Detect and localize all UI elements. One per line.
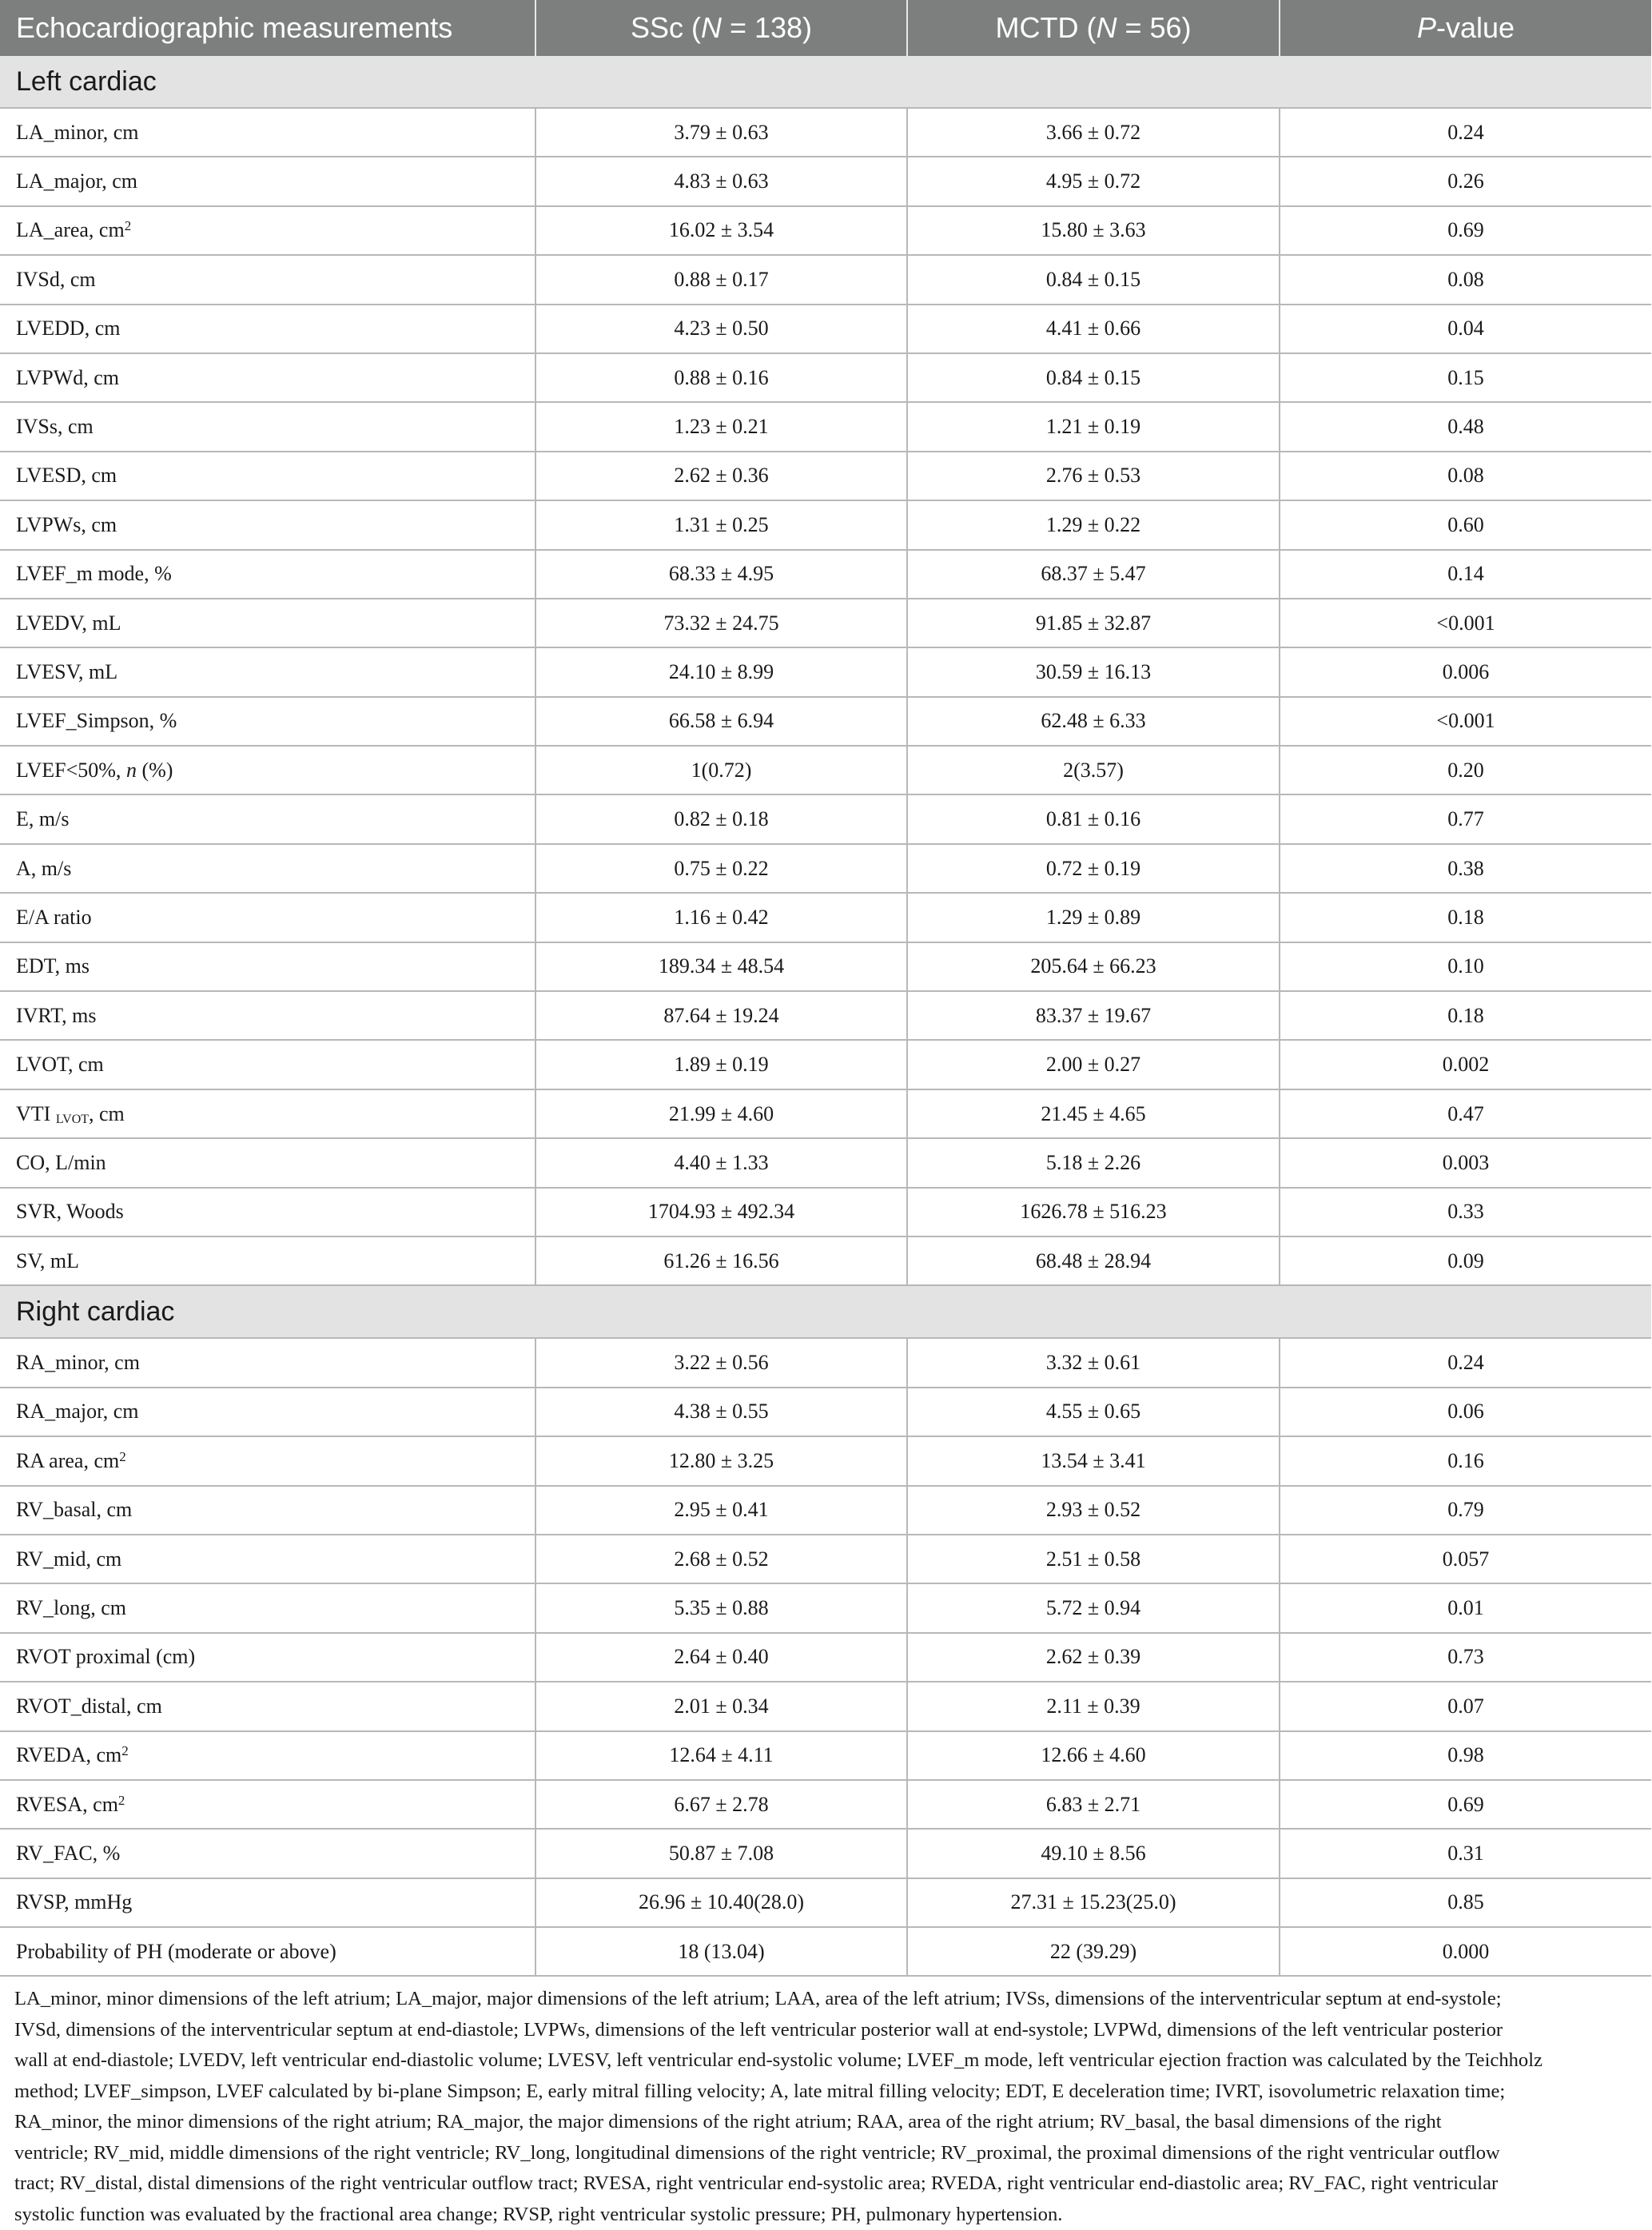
table-row [0,1780,1651,1829]
mctd-value: 2.93 ± 0.52 [907,1486,1280,1535]
ssc-value: 4.83 ± 0.63 [535,157,907,205]
measurement-label: LVESV, mL [0,647,535,696]
table-row [0,1436,1651,1485]
p-value: 0.73 [1280,1633,1651,1682]
p-value: 0.26 [1280,157,1651,205]
footnote: LA_minor, minor dimensions of the left atrium; LA_major, major dimensions of the left atrium; LAA, area of the left atrium; IVSs, dimensions of the interventricular septum at end-systole; IVSd, dimensions of the interventricular septum at end-diastole; LVPWs, dimensions of the left ventricular posterior wall at end-systole; LVPWd, dimensions of the left ventricular posterior wall at end-diastole; LVEDV, left ventricular end-diastolic volume; LVESV, left ventricular end-systolic volume; LVEF_m mode, left ventricular ejection fraction was calculated by the Teichholz method; LVEF_simpson, LVEF calculated by bi-plane Simpson; E, early mitral filling velocity; A, late mitral filling velocity; EDT, E deceleration time; IVRT, isovolumetric relaxation time; RA_minor, the minor dimensions of the right atrium; RA_major, the major dimensions of the right atrium; RAA, area of the right atrium; RV_basal, the basal dimensions of the right ventricle; RV_mid, middle dimensions of the right ventricle; RV_long, longitudinal dimensions of the right ventricle; RV_proximal, the proximal dimensions of the right ventricular outflow tract; RV_distal, distal dimensions of the right ventricular outflow tract; RVESA, right ventricular end-systolic area; RVEDA, right ventricular end-diastolic area; RV_FAC, right ventricular systolic function was evaluated by the fractional area change; RVSP, right ventricular systolic pressure; PH, pulmonary hypertension. [14,1988,1543,2225]
p-value: 0.04 [1280,305,1651,353]
measurement-label: LA_major, cm [0,157,535,205]
mctd-value: 205.64 ± 66.23 [907,942,1280,991]
p-value: 0.10 [1280,942,1651,991]
ssc-value: 73.32 ± 24.75 [535,599,907,647]
ssc-value: 4.38 ± 0.55 [535,1388,907,1436]
table-row [0,697,1651,746]
ssc-value: 12.64 ± 4.11 [535,1731,907,1780]
mctd-value: 2.76 ± 0.53 [907,452,1280,500]
mctd-value: 2.00 ± 0.27 [907,1040,1280,1089]
mctd-value: 3.66 ± 0.72 [907,108,1280,157]
ssc-value: 1.31 ± 0.25 [535,500,907,549]
measurement-label: RVOT_distal, cm [0,1682,535,1730]
mctd-value: 68.48 ± 28.94 [907,1236,1280,1285]
mctd-value: 1.29 ± 0.89 [907,893,1280,942]
measurement-label: LVPWs, cm [0,500,535,549]
measurement-label: A, m/s [0,844,535,893]
measurement-label: IVRT, ms [0,991,535,1040]
section-title: Left cardiac [0,56,1651,108]
mctd-value: 4.41 ± 0.66 [907,305,1280,353]
mctd-value: 5.72 ± 0.94 [907,1583,1280,1632]
p-value: 0.000 [1280,1927,1651,1976]
mctd-value: 91.85 ± 32.87 [907,599,1280,647]
p-value: 0.006 [1280,647,1651,696]
table-row [0,1138,1651,1187]
table-row [0,1236,1651,1285]
p-value: 0.77 [1280,794,1651,843]
table-row [0,255,1651,304]
mctd-value: 83.37 ± 19.67 [907,991,1280,1040]
measurement-label: RV_basal, cm [0,1486,535,1535]
measurement-label: CO, L/min [0,1138,535,1187]
ssc-value: 4.40 ± 1.33 [535,1138,907,1187]
section-title: Right cardiac [0,1285,1651,1338]
ssc-value: 1.16 ± 0.42 [535,893,907,942]
measurement-label: E, m/s [0,794,535,843]
table-row [0,1829,1651,1878]
ssc-value: 1.23 ± 0.21 [535,402,907,451]
p-value: 0.69 [1280,206,1651,255]
measurement-label: RV_long, cm [0,1583,535,1632]
measurement-label: RVEDA, $cm^2$ [0,1731,535,1780]
mctd-value: 0.84 ± 0.15 [907,353,1280,402]
p-value: 0.057 [1280,1535,1651,1583]
table-row [0,1633,1651,1682]
p-value: 0.47 [1280,1089,1651,1138]
table-row [0,452,1651,500]
p-value: 0.18 [1280,893,1651,942]
measurement-label: Probability of PH (moderate or above) [0,1927,535,1976]
p-value: 0.24 [1280,1338,1651,1387]
p-value: 0.85 [1280,1878,1651,1927]
p-value: 0.09 [1280,1236,1651,1285]
ssc-value: 4.23 ± 0.50 [535,305,907,353]
measurement-label: EDT, ms [0,942,535,991]
header-mctd: MCTD (N = 56) [907,0,1280,56]
mctd-value: 27.31 ± 15.23(25.0) [907,1878,1280,1927]
ssc-value: 2.64 ± 0.40 [535,1633,907,1682]
table-row [0,206,1651,255]
ssc-value: 1704.93 ± 492.34 [535,1188,907,1236]
section-row [0,1285,1651,1338]
mctd-value: 5.18 ± 2.26 [907,1138,1280,1187]
ssc-value: 16.02 ± 3.54 [535,206,907,255]
mctd-value: 2.11 ± 0.39 [907,1682,1280,1730]
ssc-value: 24.10 ± 8.99 [535,647,907,696]
p-value: 0.16 [1280,1436,1651,1485]
measurement-label: LA_area, $cm^2$ [0,206,535,255]
p-value: 0.60 [1280,500,1651,549]
measurement-label: LVPWd, cm [0,353,535,402]
table-row [0,746,1651,794]
p-value: 0.98 [1280,1731,1651,1780]
p-value: 0.06 [1280,1388,1651,1436]
measurement-label: LVEF_m mode, % [0,550,535,599]
mctd-value: 2.51 ± 0.58 [907,1535,1280,1583]
ssc-value: 2.62 ± 0.36 [535,452,907,500]
table-row [0,1188,1651,1236]
table-row [0,1388,1651,1436]
mctd-value: 15.80 ± 3.63 [907,206,1280,255]
measurement-label: RV_FAC, % [0,1829,535,1878]
table-row [0,1089,1651,1138]
table-row [0,353,1651,402]
table-row [0,1486,1651,1535]
measurement-label: LVEF_Simpson, % [0,697,535,746]
measurement-label: VTI $_{LVOT}$, cm [0,1089,535,1138]
measurement-label: RVSP, mmHg [0,1878,535,1927]
ssc-value: 2.01 ± 0.34 [535,1682,907,1730]
table-row [0,893,1651,942]
ssc-value: 18 (13.04) [535,1927,907,1976]
table-row [0,647,1651,696]
mctd-value: 1.29 ± 0.22 [907,500,1280,549]
table-row [0,1535,1651,1583]
p-value: 0.69 [1280,1780,1651,1829]
p-value: 0.08 [1280,255,1651,304]
measurement-label: SVR, Woods [0,1188,535,1236]
table-row [0,500,1651,549]
table-row [0,402,1651,451]
mctd-value: 6.83 ± 2.71 [907,1780,1280,1829]
header-ssc: SSc (N = 138) [535,0,907,56]
ssc-value: 66.58 ± 6.94 [535,697,907,746]
table-row [0,1583,1651,1632]
mctd-value: 21.45 ± 4.65 [907,1089,1280,1138]
ssc-value: 87.64 ± 19.24 [535,991,907,1040]
table-row [0,991,1651,1040]
measurement-label: RA_minor, cm [0,1338,535,1387]
p-value: 0.003 [1280,1138,1651,1187]
ssc-value: 21.99 ± 4.60 [535,1089,907,1138]
p-value: 0.20 [1280,746,1651,794]
p-value: 0.79 [1280,1486,1651,1535]
mctd-value: 49.10 ± 8.56 [907,1829,1280,1878]
p-value: 0.33 [1280,1188,1651,1236]
ssc-value: 2.68 ± 0.52 [535,1535,907,1583]
ssc-value: 0.75 ± 0.22 [535,844,907,893]
table-body [0,56,1651,1976]
measurement-label: LA_minor, cm [0,108,535,157]
p-value: 0.48 [1280,402,1651,451]
header-p-value: P-value [1280,0,1651,56]
measurement-label: RV_mid, cm [0,1535,535,1583]
ssc-value: 26.96 ± 10.40(28.0) [535,1878,907,1927]
p-value: <0.001 [1280,599,1651,647]
mctd-value: 0.84 ± 0.15 [907,255,1280,304]
table-row [0,794,1651,843]
mctd-value: 3.32 ± 0.61 [907,1338,1280,1387]
measurement-label: SV, mL [0,1236,535,1285]
table-row [0,1338,1651,1387]
p-value: 0.002 [1280,1040,1651,1089]
table-row [0,1682,1651,1730]
measurement-label: IVSd, cm [0,255,535,304]
p-value: 0.18 [1280,991,1651,1040]
ssc-value: 0.88 ± 0.17 [535,255,907,304]
mctd-value: 62.48 ± 6.33 [907,697,1280,746]
measurement-label: LVEDD, cm [0,305,535,353]
table-row [0,550,1651,599]
measurement-label: LVEF<50%, n (%) [0,746,535,794]
measurement-label: E/A ratio [0,893,535,942]
measurement-label: LVESD, cm [0,452,535,500]
ssc-value: 61.26 ± 16.56 [535,1236,907,1285]
table-row [0,1731,1651,1780]
mctd-value: 68.37 ± 5.47 [907,550,1280,599]
ssc-value: 1(0.72) [535,746,907,794]
mctd-value: 1626.78 ± 516.23 [907,1188,1280,1236]
p-value: 0.08 [1280,452,1651,500]
header-measurement: Echocardiographic measurements [0,0,535,56]
mctd-value: 30.59 ± 16.13 [907,647,1280,696]
ssc-value: 3.79 ± 0.63 [535,108,907,157]
p-value: 0.38 [1280,844,1651,893]
mctd-value: 4.55 ± 0.65 [907,1388,1280,1436]
ssc-value: 1.89 ± 0.19 [535,1040,907,1089]
mctd-value: 0.81 ± 0.16 [907,794,1280,843]
table-row [0,844,1651,893]
header-row [0,0,1651,56]
mctd-value: 13.54 ± 3.41 [907,1436,1280,1485]
p-value: 0.01 [1280,1583,1651,1632]
table-row [0,305,1651,353]
p-value: <0.001 [1280,697,1651,746]
measurement-label: RA area, $cm^2$ [0,1436,535,1485]
ssc-value: 0.88 ± 0.16 [535,353,907,402]
mctd-value: 22 (39.29) [907,1927,1280,1976]
ssc-value: 5.35 ± 0.88 [535,1583,907,1632]
table-row [0,157,1651,205]
table-row [0,1878,1651,1927]
p-value: 0.07 [1280,1682,1651,1730]
p-value: 0.31 [1280,1829,1651,1878]
p-value: 0.15 [1280,353,1651,402]
measurement-label: LVEDV, mL [0,599,535,647]
mctd-value: 1.21 ± 0.19 [907,402,1280,451]
section-row [0,56,1651,108]
p-value: 0.24 [1280,108,1651,157]
mctd-value: 4.95 ± 0.72 [907,157,1280,205]
mctd-value: 2(3.57) [907,746,1280,794]
mctd-value: 2.62 ± 0.39 [907,1633,1280,1682]
ssc-value: 189.34 ± 48.54 [535,942,907,991]
mctd-value: 12.66 ± 4.60 [907,1731,1280,1780]
table-row [0,942,1651,991]
ssc-value: 12.80 ± 3.25 [535,1436,907,1485]
ssc-value: 2.95 ± 0.41 [535,1486,907,1535]
ssc-value: 50.87 ± 7.08 [535,1829,907,1878]
ssc-value: 6.67 ± 2.78 [535,1780,907,1829]
table-row [0,599,1651,647]
measurement-label: LVOT, cm [0,1040,535,1089]
ssc-value: 68.33 ± 4.95 [535,550,907,599]
table-row [0,1040,1651,1089]
mctd-value: 0.72 ± 0.19 [907,844,1280,893]
table-row [0,108,1651,157]
ssc-value: 0.82 ± 0.18 [535,794,907,843]
measurement-label: RVESA, $cm^2$ [0,1780,535,1829]
table-row [0,1927,1651,1976]
measurement-label: RA_major, cm [0,1388,535,1436]
measurement-label: IVSs, cm [0,402,535,451]
measurement-label: RVOT proximal (cm) [0,1633,535,1682]
p-value: 0.14 [1280,550,1651,599]
ssc-value: 3.22 ± 0.56 [535,1338,907,1387]
